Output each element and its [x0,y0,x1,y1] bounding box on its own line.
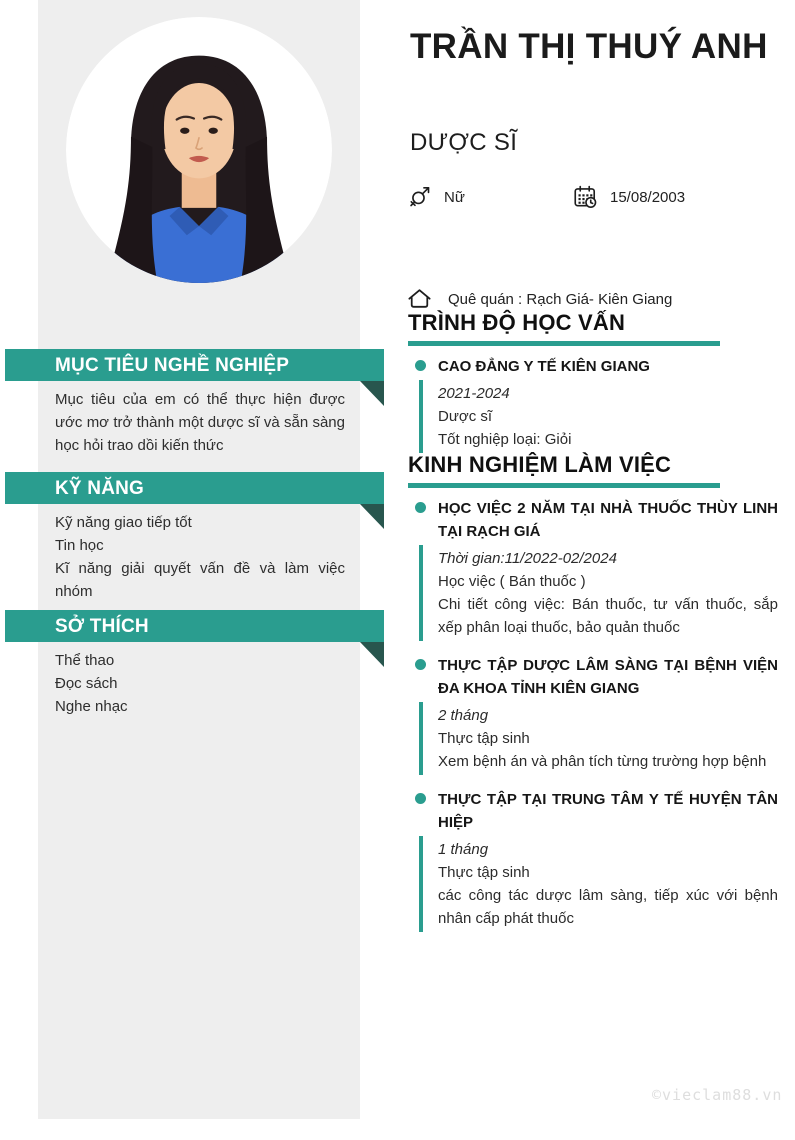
ribbon-fold [360,642,384,667]
skills-section-header [5,472,384,504]
experience-rule [408,483,720,488]
objective-text-block [55,388,345,457]
experience-entry-title: THỰC TẬP TẠI TRUNG TÂM Y TẾ HUYỆN TÂN HIỆP [438,791,778,831]
skill-item: Tin học [55,537,104,554]
experience-entry-time: Thời gian:11/2022-02/2024 [438,550,617,567]
experience-entry-time: 1 tháng [438,841,489,858]
experience-entry-title: THỰC TẬP DƯỢC LÂM SÀNG TẠI BỆNH VIỆN ĐA KHOA TỈNH KIÊN GIANG [438,657,778,697]
ribbon-fold [360,504,384,529]
experience-entry [408,788,778,932]
job-title: DƯỢC SĨ [410,129,518,156]
education-entry-time: 2021-2024 [438,385,510,402]
education-entry-title: CAO ĐẲNG Y TẾ KIÊN GIANG [438,358,650,375]
experience-entry [408,497,778,641]
hometown-value: Quê quán : Rạch Giá- Kiên Giang [448,291,673,308]
experience-entry-role: Thực tập sinh [438,730,530,747]
skill-item: Kĩ năng giải quyết vấn đề và làm việc nhóm [55,560,345,600]
portrait-illustration [66,17,332,283]
objective-heading: MỤC TIÊU NGHỀ NGHIỆP [55,355,290,376]
experience-entry-desc: Chi tiết công việc: Bán thuốc, tư vấn thuốc, sắp xếp phân loại thuốc, bảo quản thuốc [438,596,778,636]
experience-heading: KINH NGHIỆM LÀM VIỆC [408,452,672,477]
experience-entry-role: Học việc ( Bán thuốc ) [438,573,586,590]
hobby-item: Đọc sách [55,675,118,692]
skills-list [55,511,345,603]
objective-section-header [5,349,384,381]
bullet-dot [415,793,426,804]
hobbies-section-header [5,610,384,642]
hobbies-heading: SỞ THÍCH [55,616,149,637]
gender-icon [408,185,432,209]
hobbies-list [55,649,345,718]
education-rule [408,341,720,346]
experience-entry-role: Thực tập sinh [438,864,530,881]
education-entry [408,355,778,453]
bullet-dot [415,659,426,670]
profile-photo [66,17,332,283]
experience-entry-time: 2 tháng [438,707,489,724]
bullet-dot [415,502,426,513]
skills-heading: KỸ NĂNG [55,478,145,499]
experience-entry-desc: các công tác dược lâm sàng, tiếp xúc với bệnh nhân cấp phát thuốc [438,887,778,927]
education-section [408,310,778,466]
education-entry-grade: Tốt nghiệp loại: Giỏi [438,431,572,448]
home-icon [406,286,433,311]
hobby-item: Thể thao [55,652,115,669]
calendar-icon [572,184,598,210]
candidate-name: TRẦN THỊ THUÝ ANH [410,27,768,66]
education-entry-degree: Dược sĩ [438,408,493,425]
experience-entry-desc: Xem bệnh án và phân tích từng trường hợp bệnh [438,753,767,770]
experience-entry-title: HỌC VIỆC 2 NĂM TẠI NHÀ THUỐC THÙY LINH TẠI RẠCH GIÁ [438,500,778,540]
bullet-dot [415,360,426,371]
experience-entry [408,654,778,775]
hobby-item: Nghe nhạc [55,698,128,715]
experience-section [408,452,778,945]
skill-item: Kỹ năng giao tiếp tốt [55,514,192,531]
objective-text: Mục tiêu của em có thể thực hiện được ước mơ trở thành một dược sĩ và sẵn sàng học hỏi trao dồi kiến thức [55,391,345,454]
ribbon-fold [360,381,384,406]
gender-value: Nữ [444,189,465,206]
birthdate-value: 15/08/2003 [610,189,686,206]
watermark: ©vieclam88.vn [652,1086,783,1104]
education-heading: TRÌNH ĐỘ HỌC VẤN [408,310,626,335]
